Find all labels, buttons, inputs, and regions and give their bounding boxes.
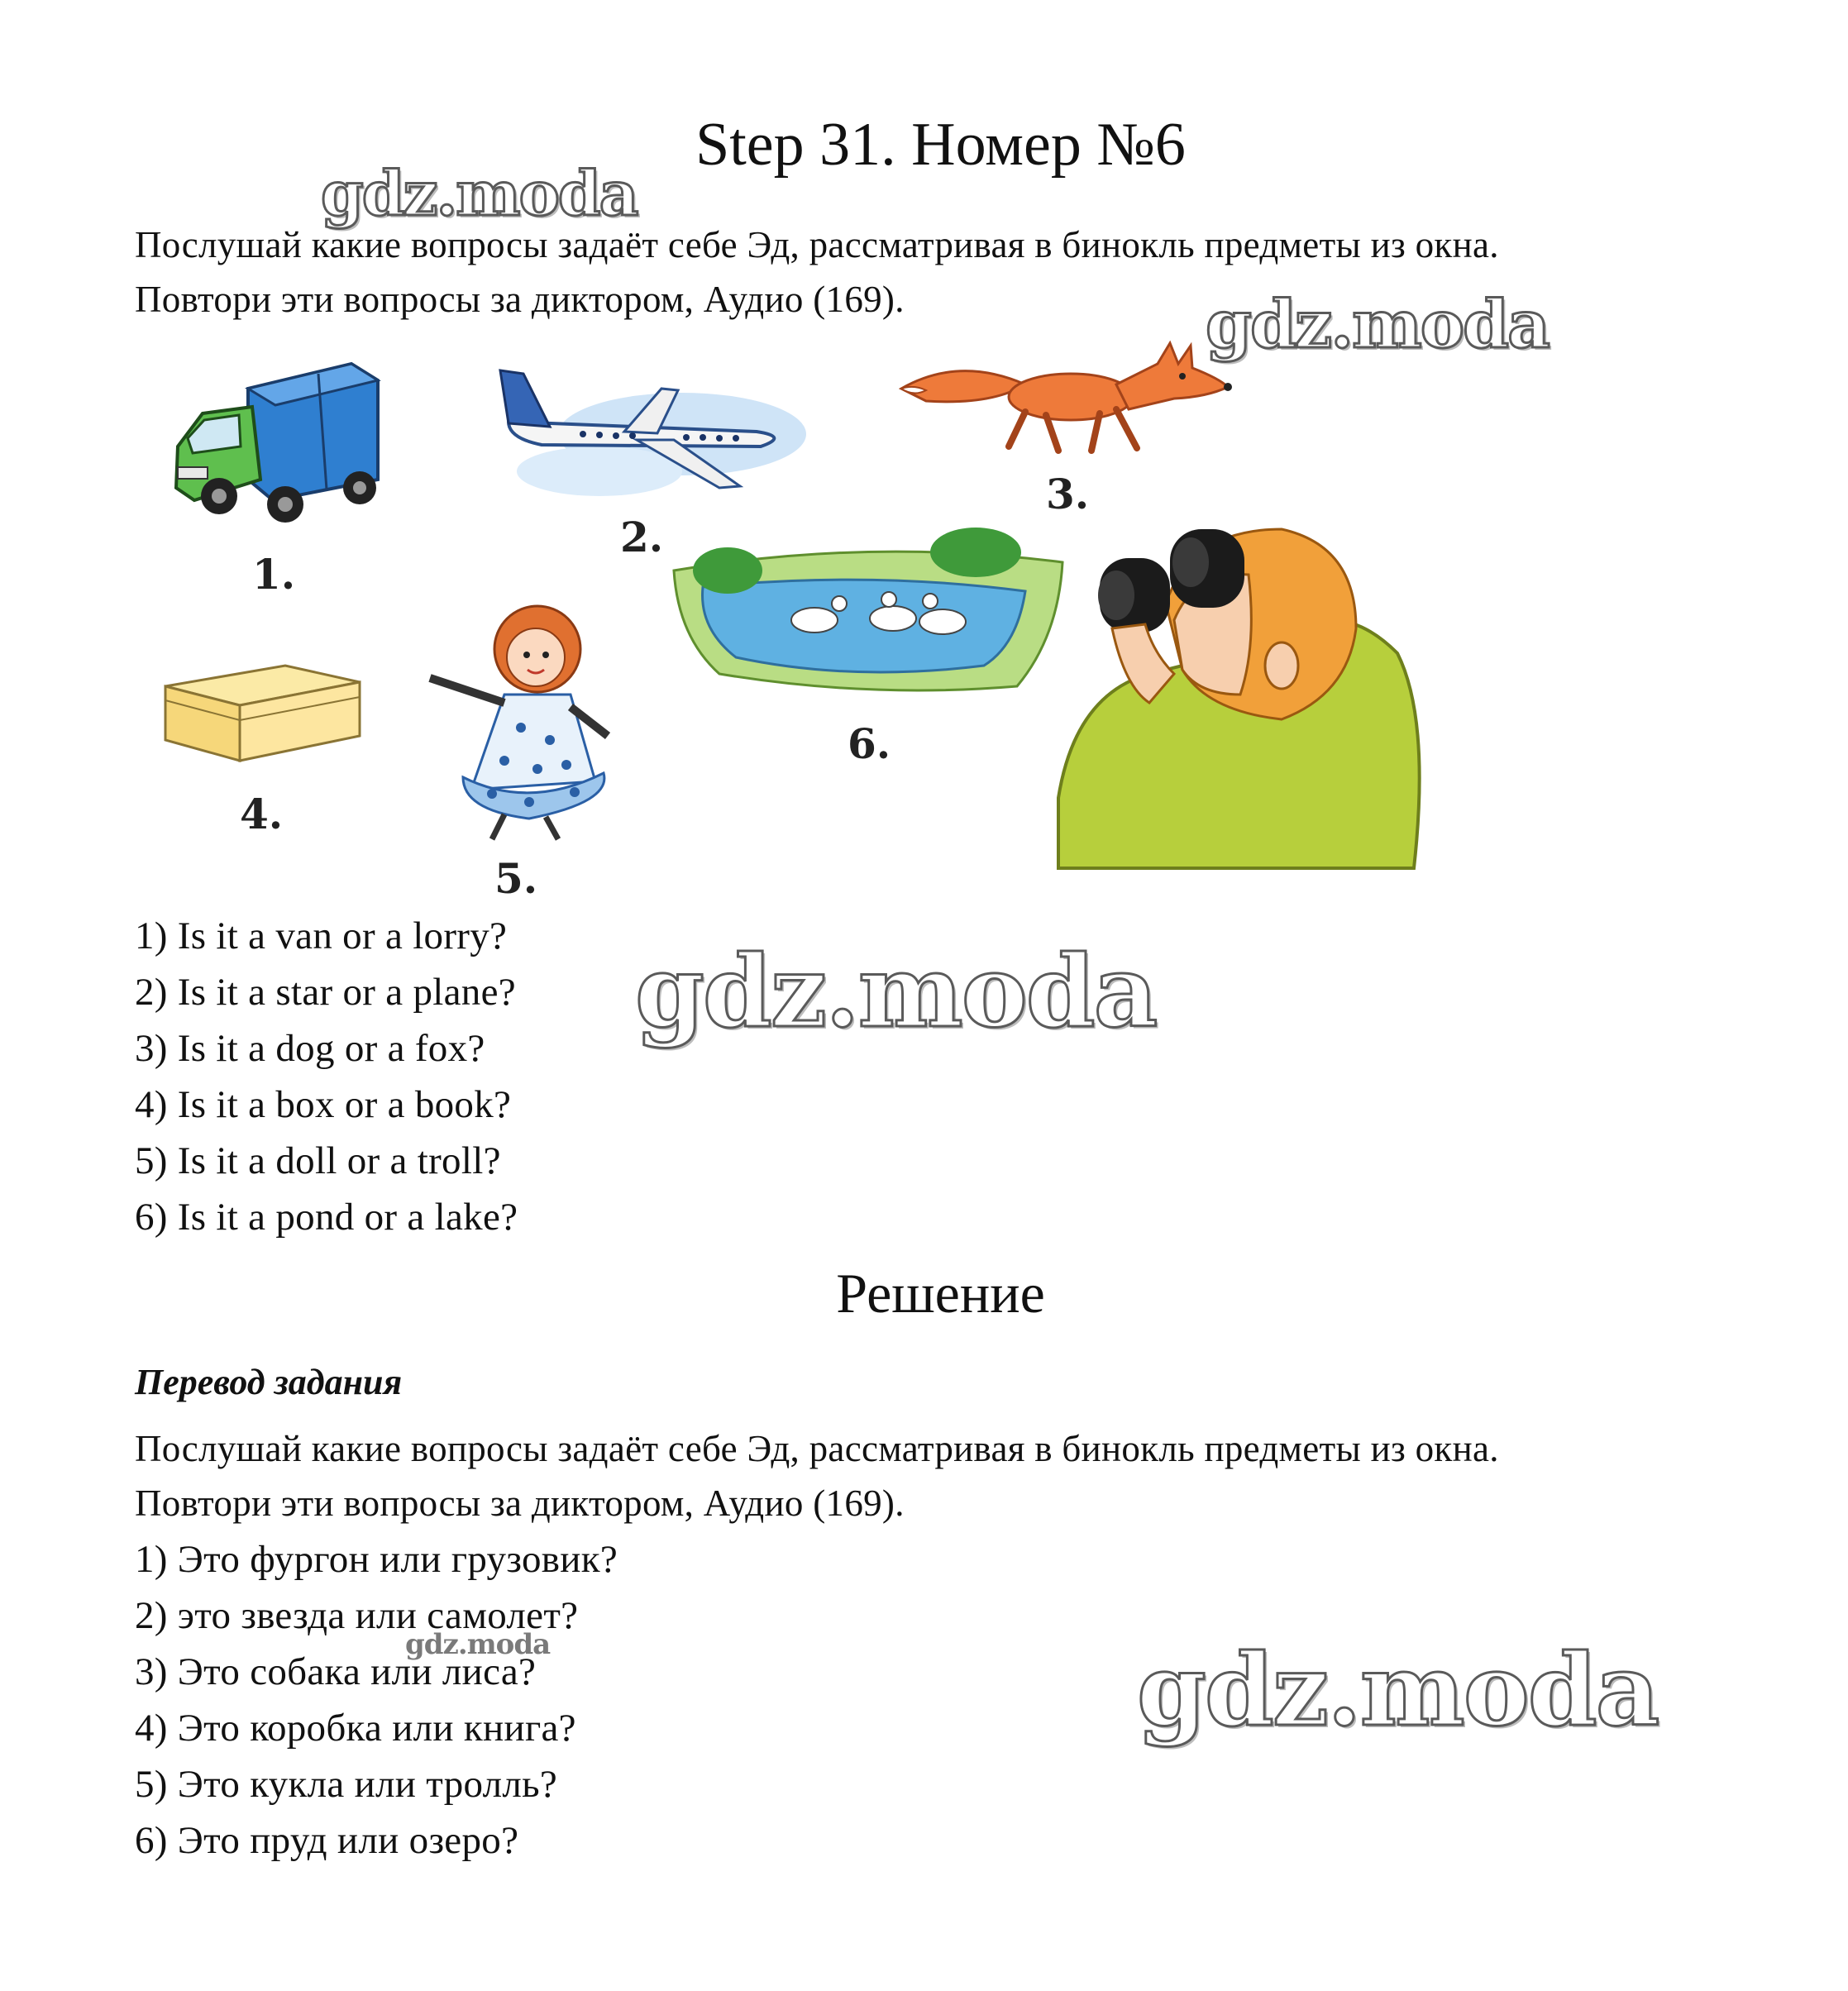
question-3: 3) Is it a dog or a fox? — [135, 1027, 485, 1070]
answer-6: 6) Это пруд или озеро? — [135, 1819, 519, 1862]
truck-illustration — [170, 356, 384, 529]
question-2: 2) Is it a star or a plane? — [135, 971, 516, 1014]
answer-2: 2) это звезда или самолет? — [135, 1594, 579, 1637]
boy-with-binoculars-illustration — [1050, 504, 1439, 868]
solution-subheading: Перевод задания — [135, 1362, 403, 1402]
question-1: 1) Is it a van or a lorry? — [135, 914, 508, 957]
fox-illustration — [893, 339, 1240, 463]
question-4: 4) Is it a box or a book? — [135, 1083, 512, 1126]
watermark: gdz.moda — [405, 1628, 551, 1661]
label-3: 3. — [1046, 470, 1090, 518]
label-5: 5. — [494, 854, 538, 903]
solution-heading: Решение — [836, 1262, 1045, 1325]
pond-illustration — [670, 521, 1067, 695]
box-illustration — [161, 649, 368, 773]
doll-illustration — [413, 604, 620, 843]
answer-5: 5) Это кукла или тролль? — [135, 1763, 558, 1806]
task-line-2: Повтори эти вопросы за диктором, Аудио (169). — [135, 279, 905, 320]
watermark: gdz.moda — [635, 933, 1157, 1050]
answer-3: 3) Это собака или лиса? — [135, 1650, 537, 1693]
question-6: 6) Is it a pond or a lake? — [135, 1196, 518, 1239]
solution-task-line-1: Послушай какие вопросы задаёт себе Эд, рассматривая в бинокль предметы из окна. — [135, 1428, 1499, 1469]
plane-illustration — [492, 364, 806, 513]
watermark: gdz.moda — [1137, 1632, 1659, 1749]
answer-4: 4) Это коробка или книга? — [135, 1707, 576, 1750]
label-2: 2. — [620, 513, 664, 561]
task-line-1: Послушай какие вопросы задаёт себе Эд, рассматривая в бинокль предметы из окна. — [135, 224, 1499, 265]
solution-task-line-2: Повтори эти вопросы за диктором, Аудио (169). — [135, 1483, 905, 1524]
page-title: Step 31. Номер №6 — [695, 111, 1186, 179]
label-6: 6. — [848, 719, 891, 768]
watermark: gdz.moda — [1206, 285, 1549, 363]
question-5: 5) Is it a doll or a troll? — [135, 1139, 501, 1182]
label-4: 4. — [240, 790, 284, 838]
label-1: 1. — [252, 550, 296, 599]
watermark: gdz.moda — [321, 159, 637, 230]
answer-1: 1) Это фургон или грузовик? — [135, 1538, 618, 1581]
